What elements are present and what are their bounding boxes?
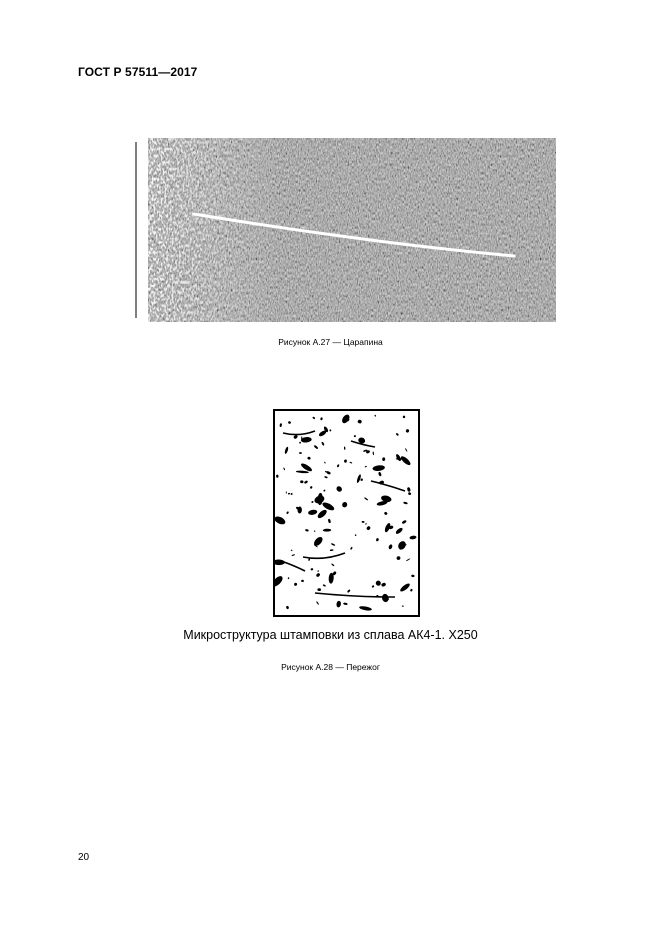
scratch-micrograph <box>134 138 556 322</box>
page-number: 20 <box>78 852 90 863</box>
figure-28-subtitle: Микроструктура штамповки из сплава АК4-1. Х250 <box>183 628 478 642</box>
burn-micrograph <box>273 409 420 617</box>
document-header: ГОСТ Р 57511—2017 <box>78 65 198 79</box>
figure-28-caption: Рисунок А.28 — Пережог <box>281 662 380 672</box>
figure-27-caption: Рисунок А.27 — Царапина <box>278 337 383 347</box>
